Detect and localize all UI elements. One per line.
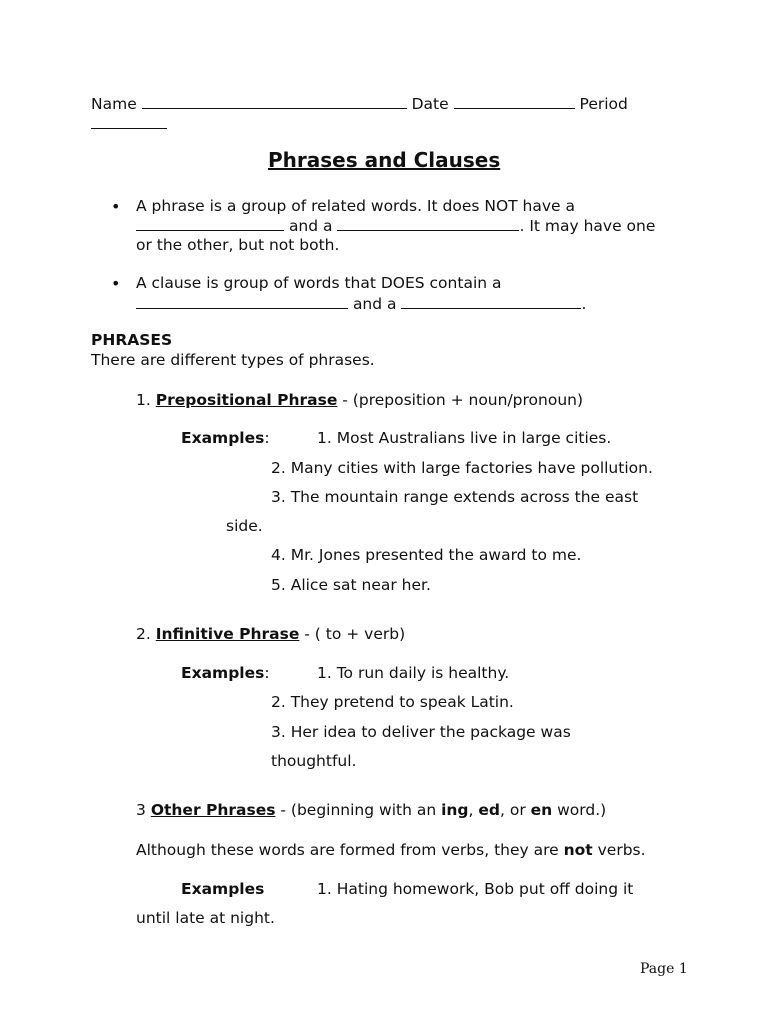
name-date-period-line	[91, 94, 628, 113]
other-examples-label: Examples	[181, 880, 265, 898]
prepositional-example-3: 3. The mountain range extends across the east	[271, 488, 639, 506]
infinitive-example-2: 2. They pretend to speak Latin.	[271, 693, 514, 711]
and-a-text: and a	[352, 295, 397, 313]
prepositional-phrase-name: Prepositional Phrase	[155, 391, 338, 409]
phrase-blank-1[interactable]	[136, 216, 284, 231]
infinitive-example-1: 1. To run daily is healthy.	[317, 664, 510, 682]
infinitive-examples-label: Examples:	[181, 664, 270, 682]
infinitive-phrase-name: Infinitive Phrase	[155, 625, 300, 643]
name-label: Name	[91, 95, 137, 113]
prepositional-example-3-cont: side.	[226, 517, 263, 535]
and-a-text: and a	[288, 217, 333, 235]
prepositional-example-4: 4. Mr. Jones presented the award to me.	[271, 546, 582, 564]
name-blank[interactable]	[142, 94, 407, 109]
bullet-1-line-3: or the other, but not both.	[136, 236, 340, 254]
clause-blank-2[interactable]	[401, 294, 581, 309]
period-line	[91, 114, 167, 133]
infinitive-example-3-cont: thoughtful.	[271, 752, 357, 770]
phrases-intro: There are different types of phrases.	[91, 351, 375, 369]
infinitive-phrase-heading: 2. Infinitive Phrase - ( to + verb)	[136, 625, 406, 643]
period-label: Period	[579, 95, 628, 113]
page-title: Phrases and Clauses	[268, 148, 501, 172]
other-example-1: 1. Hating homework, Bob put off doing it	[317, 880, 634, 898]
clause-blank-1[interactable]	[136, 294, 348, 309]
other-phrases-name: Other Phrases	[150, 801, 276, 819]
prepositional-example-1: 1. Most Australians live in large cities.	[317, 429, 612, 447]
period-blank[interactable]	[91, 114, 167, 129]
phrases-heading: PHRASES	[91, 331, 173, 349]
other-phrases-heading: 3 Other Phrases - (beginning with an ing, ed, or en word.)	[136, 801, 607, 819]
bullet-icon: •	[111, 197, 121, 216]
bullet-icon: •	[111, 274, 121, 293]
bullet-2-line-2	[136, 294, 586, 313]
date-blank[interactable]	[454, 94, 575, 109]
prepositional-phrase-heading: 1. Prepositional Phrase - (preposition + noun/pronoun)	[136, 391, 584, 409]
prepositional-examples-label: Examples:	[181, 429, 270, 447]
date-label: Date	[411, 95, 449, 113]
prepositional-example-5: 5. Alice sat near her.	[271, 576, 431, 594]
bullet-1-line-2-end: . It may have one	[519, 217, 656, 235]
prepositional-example-2: 2. Many cities with large factories have pollution.	[271, 459, 653, 477]
bullet-1-line-2	[136, 216, 655, 235]
period-mark: .	[581, 295, 587, 313]
other-phrases-note: Although these words are formed from verbs, they are not verbs.	[136, 841, 646, 859]
infinitive-example-3: 3. Her idea to deliver the package was	[271, 723, 571, 741]
page-number: Page 1	[640, 961, 688, 977]
other-example-1-cont: until late at night.	[136, 909, 275, 927]
phrase-blank-2[interactable]	[337, 216, 519, 231]
bullet-1-line-1: A phrase is a group of related words. It does NOT have a	[136, 197, 576, 215]
bullet-2-line-1: A clause is group of words that DOES contain a	[136, 274, 502, 292]
